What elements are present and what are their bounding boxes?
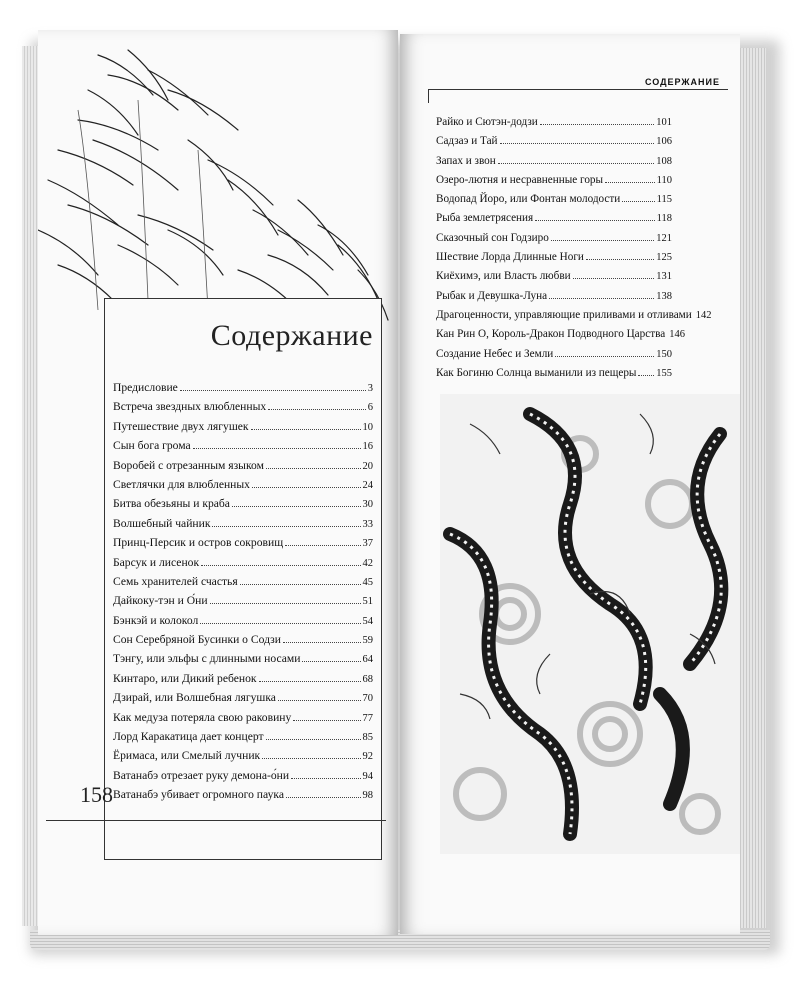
- toc-entry-page: 20: [362, 460, 373, 472]
- toc-entry-page: 37: [362, 538, 373, 550]
- toc-leader-dots: [586, 259, 654, 260]
- toc-leader-dots: [259, 681, 361, 682]
- toc-entry: [113, 633, 373, 652]
- toc-entry-page: 45: [362, 576, 373, 588]
- toc-entry-page: 85: [362, 732, 373, 744]
- toc-leader-dots: [622, 201, 654, 202]
- toc-leader-dots: [266, 739, 361, 740]
- toc-entry: [436, 328, 685, 347]
- left-page: [38, 30, 398, 935]
- toc-entry: [113, 672, 373, 691]
- toc-entry-page: 33: [362, 518, 373, 530]
- toc-entry: [113, 730, 373, 749]
- toc-entry: [113, 536, 373, 555]
- toc-entry-page: 98: [362, 790, 373, 802]
- toc-entry-title: Дайкоку-тэн и О́ни: [113, 594, 208, 608]
- toc-entry: [113, 788, 373, 807]
- toc-leader-dots: [285, 545, 360, 546]
- toc-entry-page: 68: [362, 673, 373, 685]
- header-tick: [428, 89, 429, 103]
- toc-leader-dots: [252, 487, 361, 488]
- toc-leader-dots: [605, 182, 655, 183]
- toc-entry: [436, 116, 672, 135]
- toc-entry: [113, 497, 373, 516]
- toc-entry: [113, 749, 373, 768]
- toc-leader-dots: [573, 278, 655, 279]
- toc-entry-page: 64: [362, 654, 373, 666]
- toc-entry-title: Предисловие: [113, 381, 178, 394]
- toc-leader-dots: [200, 623, 360, 624]
- toc-entry-title: Путешествие двух лягушек: [113, 419, 249, 433]
- toc-leader-dots: [240, 584, 361, 585]
- toc-entry: [436, 270, 672, 289]
- toc-entry-title: Шествие Лорда Длинные Ноги: [436, 251, 584, 264]
- toc-entry-page: 3: [367, 383, 373, 394]
- toc-entry-page: 121: [656, 232, 672, 244]
- toc-entry-title: Принц-Персик и остров сокровищ: [113, 536, 284, 550]
- toc-entry-page: 118: [656, 213, 672, 225]
- right-page-edges: [738, 48, 766, 928]
- toc-entry-page: 101: [656, 117, 672, 128]
- toc-leader-dots: [291, 778, 360, 779]
- toc-entry: [113, 478, 373, 497]
- toc-leader-dots: [278, 700, 361, 701]
- toc-leader-dots: [212, 526, 360, 527]
- toc-title: Содержание: [210, 319, 373, 352]
- toc-entry: [436, 367, 672, 386]
- toc-entry-title: Ёримаса, или Смелый лучник: [113, 749, 261, 763]
- toc-leader-dots: [201, 565, 360, 566]
- toc-leader-dots: [286, 797, 361, 798]
- toc-entry: [113, 711, 373, 730]
- toc-entry: [113, 381, 373, 400]
- toc-entry: [113, 420, 373, 439]
- toc-entry: [436, 348, 672, 367]
- toc-entry: [113, 575, 373, 594]
- toc-entry: [436, 174, 672, 193]
- toc-leader-dots: [500, 143, 655, 144]
- toc-entry-title: Сказочный сон Годзиро: [436, 231, 549, 244]
- toc-entry: [113, 459, 373, 478]
- toc-entry: [436, 308, 712, 328]
- toc-entry-page: 51: [362, 596, 373, 608]
- toc-leader-dots: [283, 642, 361, 643]
- toc-leader-dots: [180, 390, 366, 391]
- toc-entry: [436, 212, 672, 231]
- dragon-illustration: [440, 394, 740, 854]
- toc-entry-page: 10: [362, 421, 373, 433]
- toc-entry-title: Как Богиню Солнца выманили из пещеры: [436, 366, 637, 379]
- toc-entry-title: Запах и звон: [436, 154, 496, 167]
- toc-leader-dots: [232, 506, 361, 507]
- toc-entry: [113, 517, 373, 536]
- toc-entry-title: Битва обезьяны и краба: [113, 497, 230, 511]
- page-number: 158: [80, 782, 113, 807]
- toc-entry-title: Бэнкэй и колокол: [113, 613, 199, 627]
- toc-frame: [104, 298, 382, 860]
- toc-entry-page: 150: [656, 348, 672, 360]
- toc-entry: [113, 691, 373, 710]
- toc-entry-title: Драгоценности, управляющие приливами и отливами: [436, 308, 692, 321]
- toc-list-left: [113, 381, 373, 808]
- toc-entry-page: 125: [656, 252, 672, 264]
- toc-entry-title: Сын бога грома: [113, 439, 191, 453]
- toc-entry-title: Встреча звездных влюбленных: [113, 400, 267, 414]
- toc-entry-title: Как медуза потеряла свою раковину: [113, 710, 292, 724]
- toc-entry: [436, 232, 672, 251]
- toc-entry-title: Водопад Йоро, или Фонтан молодости: [436, 193, 621, 206]
- toc-entry-page: 42: [362, 557, 373, 569]
- toc-leader-dots: [549, 298, 654, 299]
- toc-entry-title: Волшебный чайник: [113, 516, 211, 530]
- toc-entry-page: 77: [362, 712, 373, 724]
- toc-leader-dots: [268, 409, 366, 410]
- toc-entry: [113, 556, 373, 575]
- toc-entry-page: 110: [656, 174, 672, 186]
- toc-entry-page: 108: [656, 155, 672, 167]
- toc-entry-page: 54: [362, 615, 373, 627]
- toc-entry-title: Светлячки для влюбленных: [113, 477, 250, 491]
- toc-entry: [113, 652, 373, 671]
- toc-entry-title: Ватанабэ убивает огромного паука: [113, 788, 284, 802]
- toc-entry: [113, 439, 373, 458]
- toc-entry-page: 30: [362, 499, 373, 511]
- toc-entry-title: Тэнгу, или эльфы с длинными носами: [113, 652, 301, 666]
- toc-leader-dots: [540, 124, 654, 125]
- toc-entry-title: Рыба землетрясения: [436, 212, 534, 225]
- toc-leader-dots: [551, 240, 654, 241]
- toc-entry: [436, 290, 672, 309]
- toc-entry-page: 146: [669, 329, 685, 341]
- toc-entry: [113, 769, 373, 788]
- toc-entry-title: Кинтаро, или Дикий ребенок: [113, 671, 257, 685]
- toc-entry-title: Рыбак и Девушка-Луна: [436, 289, 548, 302]
- toc-leader-dots: [498, 163, 654, 164]
- toc-entry: [436, 155, 672, 174]
- toc-entry-page: 106: [656, 136, 672, 148]
- toc-leader-dots: [251, 429, 361, 430]
- running-head: СОДЕРЖАНИЕ: [644, 77, 720, 87]
- toc-entry-page: 94: [362, 770, 373, 782]
- toc-entry-page: 138: [656, 290, 672, 302]
- header-rule: [428, 89, 728, 90]
- toc-entry-page: 16: [362, 441, 373, 453]
- toc-entry-page: 92: [362, 751, 373, 763]
- toc-leader-dots: [302, 661, 360, 662]
- toc-leader-dots: [193, 448, 361, 449]
- toc-leader-dots: [210, 603, 361, 604]
- toc-entry-page: 155: [656, 367, 672, 379]
- toc-entry-title: Дзирай, или Волшебная лягушка: [113, 691, 276, 705]
- toc-entry-title: Садзаэ и Тай: [436, 135, 498, 148]
- toc-leader-dots: [638, 375, 654, 376]
- toc-entry-title: Райко и Сютэн-додзи: [436, 116, 538, 128]
- toc-entry-page: 131: [656, 271, 672, 283]
- toc-entry: [436, 193, 672, 212]
- toc-leader-dots: [293, 720, 360, 721]
- toc-entry-title: Создание Небес и Земли: [436, 347, 554, 360]
- bottom-rule: [46, 820, 386, 821]
- toc-entry: [436, 135, 672, 154]
- toc-entry-title: Киёхимэ, или Власть любви: [436, 270, 571, 283]
- toc-entry: [113, 614, 373, 633]
- toc-entry-page: 115: [656, 194, 672, 206]
- toc-entry-title: Воробей с отрезанным языком: [113, 458, 264, 472]
- toc-entry: [113, 400, 373, 419]
- toc-leader-dots: [262, 758, 360, 759]
- toc-entry-page: 142: [695, 309, 712, 321]
- toc-entry-title: Барсук и лисенок: [113, 555, 200, 569]
- right-page: [400, 34, 740, 934]
- toc-entry-title: Озеро-лютня и несравненные горы: [436, 173, 604, 186]
- bamboo-illustration: [38, 30, 398, 330]
- toc-entry-page: 6: [367, 402, 373, 414]
- toc-leader-dots: [266, 468, 361, 469]
- toc-entry-title: Сон Серебряной Бусинки о Содзи: [113, 633, 281, 647]
- toc-entry-title: Лорд Каракатица дает концерт: [113, 730, 264, 744]
- toc-entry-page: 24: [362, 479, 373, 491]
- toc-leader-dots: [555, 356, 654, 357]
- toc-entry: [436, 251, 672, 270]
- toc-entry-title: Кан Рин О, Король-Дракон Подводного Царства: [436, 328, 666, 341]
- toc-entry-page: 59: [362, 635, 373, 647]
- toc-entry-title: Семь хранителей счастья: [113, 574, 238, 588]
- toc-entry-page: 70: [362, 693, 373, 705]
- toc-entry-title: Ватанабэ отрезает руку демона-о́ни: [113, 768, 290, 782]
- toc-entry: [113, 594, 373, 613]
- toc-list-right: [436, 116, 712, 386]
- toc-leader-dots: [535, 220, 654, 221]
